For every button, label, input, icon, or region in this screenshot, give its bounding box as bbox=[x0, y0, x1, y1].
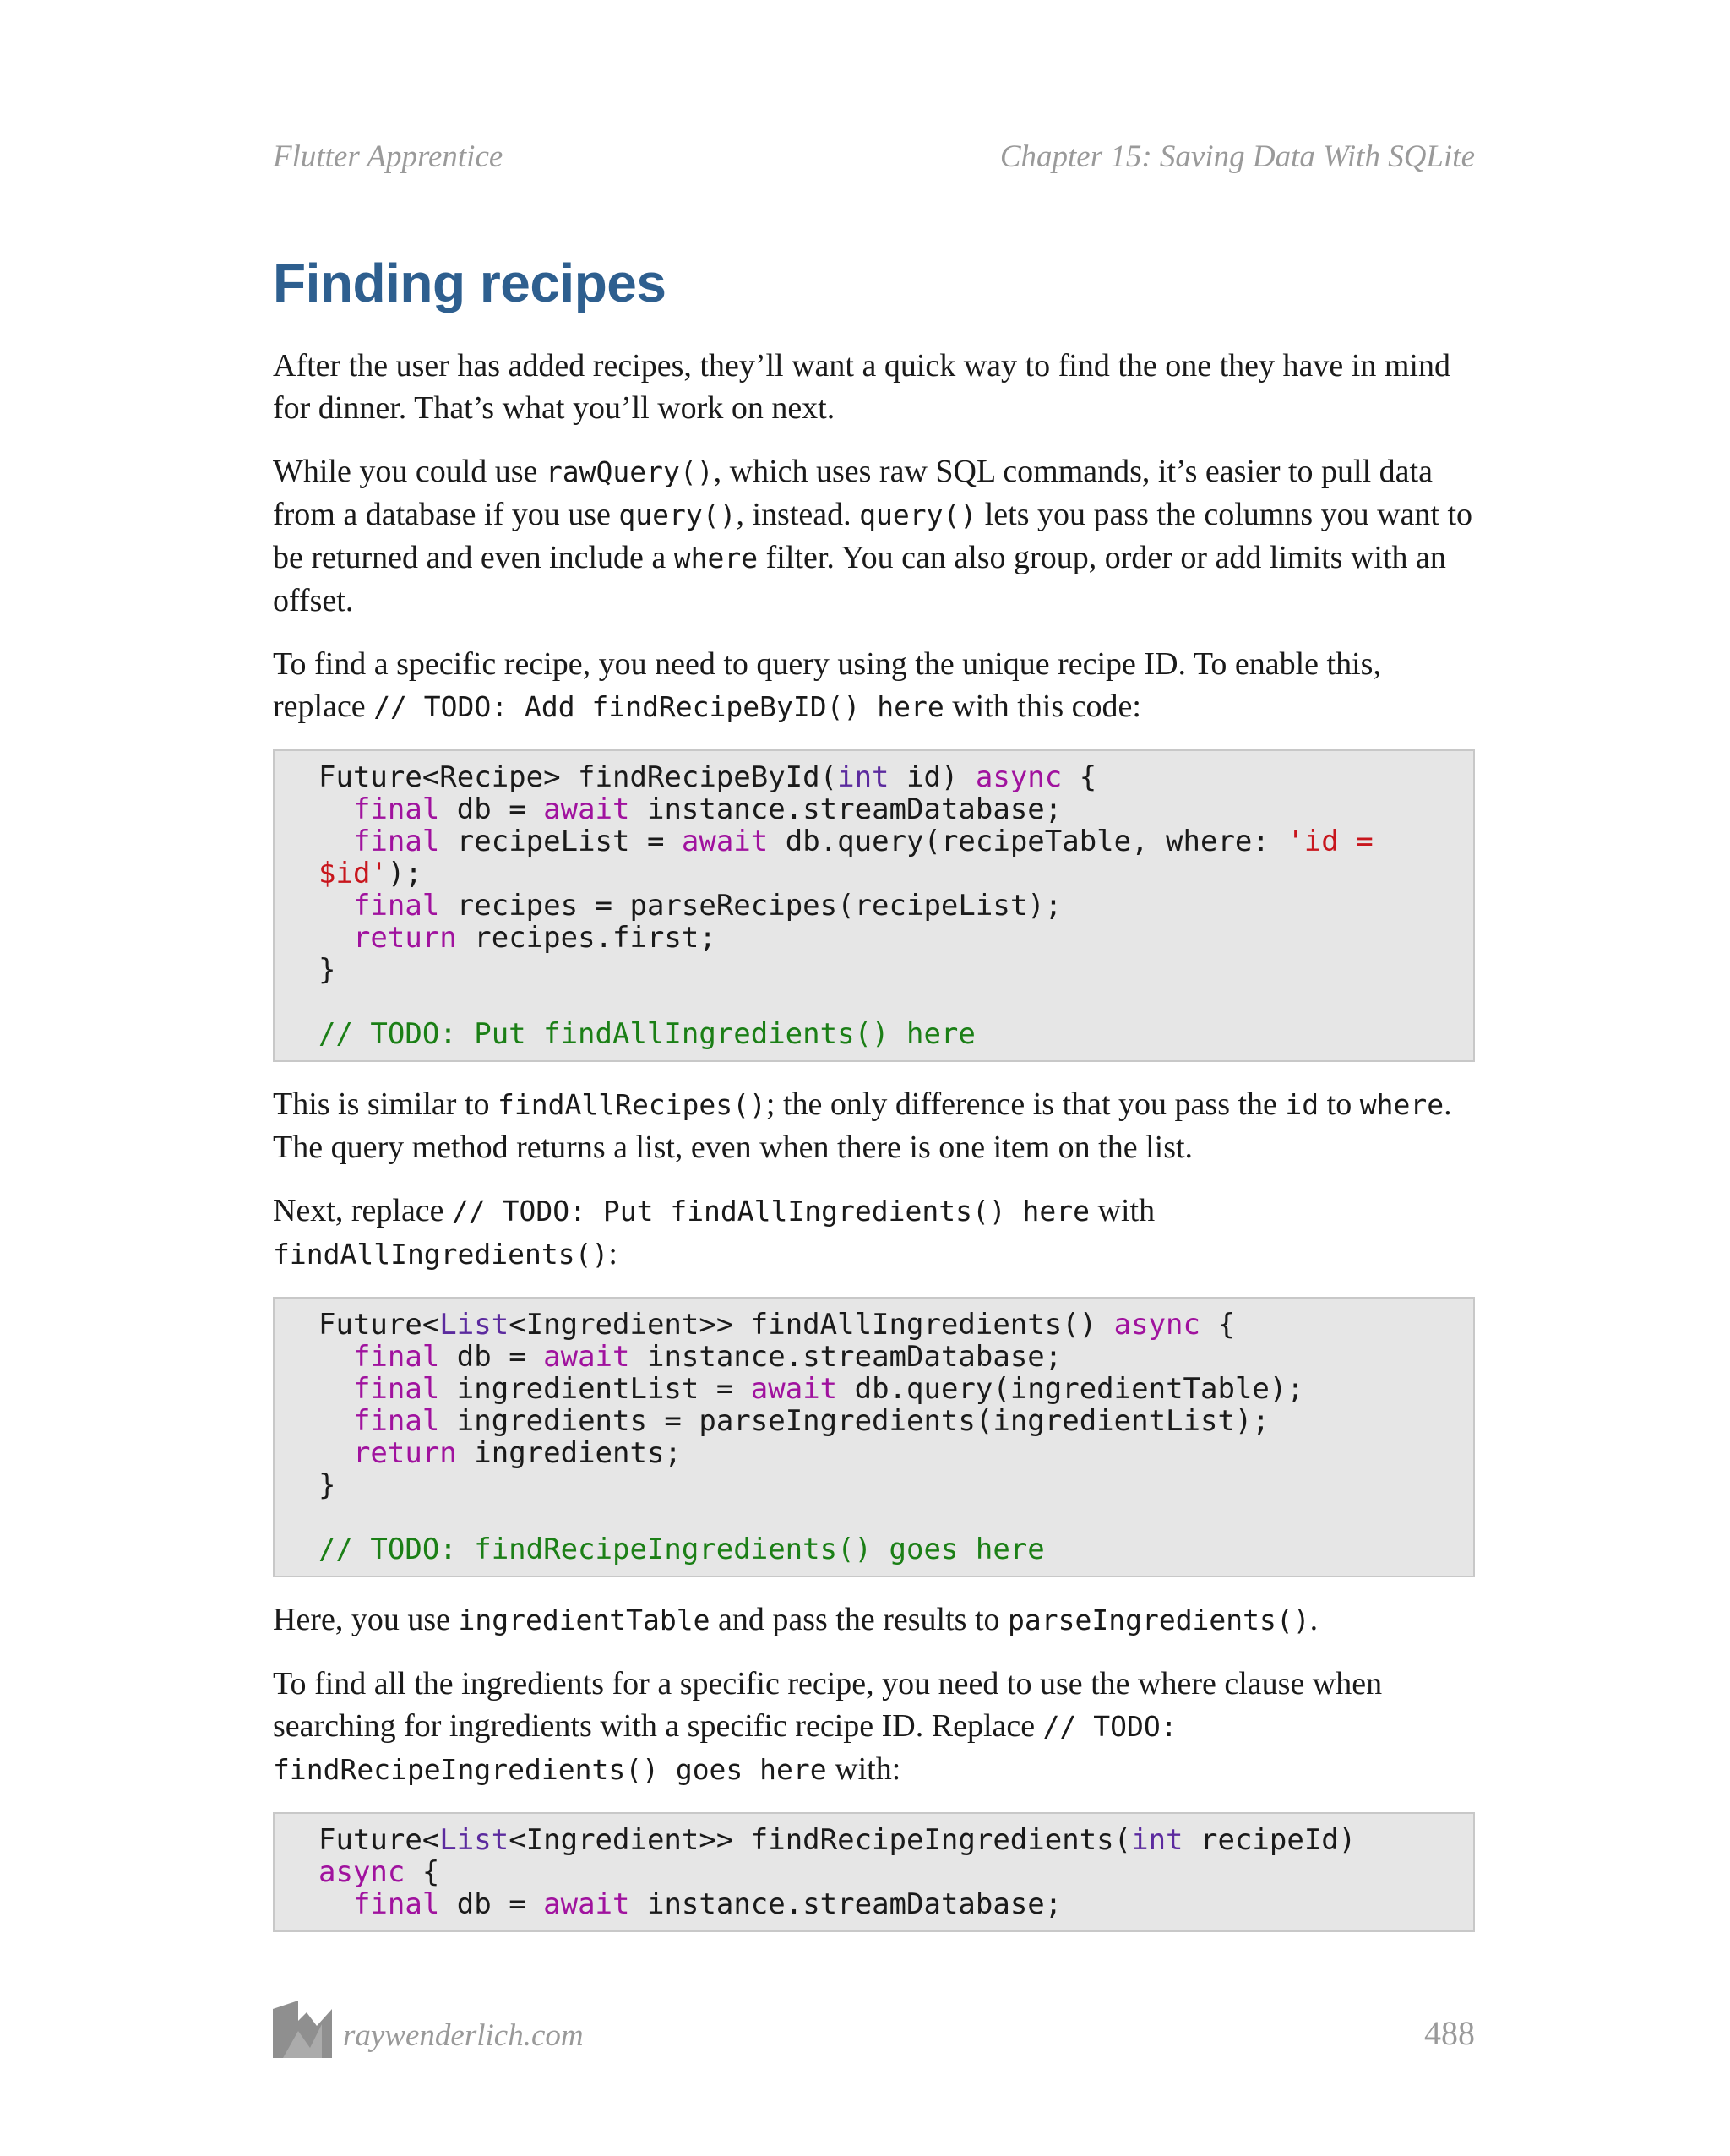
code-comment: // TODO: findRecipeIngredients() goes here bbox=[318, 1533, 1045, 1566]
text-run: Next, replace bbox=[273, 1193, 453, 1228]
paragraph-similar bbox=[273, 1083, 1475, 1168]
text-run: While you could use bbox=[273, 454, 546, 489]
text-run: . The query method returns a list, even when there is one item on the list. bbox=[273, 1086, 1452, 1165]
code-block-find-recipe-ingredients: Future<List<Ingredient>> findRecipeIngredients(int recipeId) async { final db = await instance.streamDatabase; bbox=[273, 1812, 1475, 1932]
inline-code: // TODO: findRecipeIngredients() goes here bbox=[273, 1710, 1178, 1786]
text-run: to bbox=[1319, 1086, 1360, 1122]
inline-code: parseIngredients() bbox=[1008, 1603, 1310, 1636]
paragraph-query bbox=[273, 450, 1475, 622]
code-block-find-recipe-by-id: Future<Recipe> findRecipeById(int id) async { final db = await instance.streamDatabase; final recipeList = await db.query(recipeTable, where: 'id = $id'); final recipes = parseRecipes(recipeList); return recipes.first; } // TODO: Put findAllIngredients() here bbox=[273, 749, 1475, 1062]
paragraph-intro: After the user has added recipes, they’ll want a quick way to find the one they have in mind for dinner. That’s what you’ll work on next. bbox=[273, 348, 1450, 426]
inline-code: id bbox=[1285, 1088, 1319, 1121]
page-header bbox=[273, 139, 1475, 189]
text-run: with this code: bbox=[944, 689, 1141, 724]
text-run: . bbox=[1309, 1602, 1319, 1637]
inline-code: where bbox=[1359, 1088, 1444, 1121]
page-number: 488 bbox=[1424, 2014, 1475, 2052]
text-run: lets you pass the columns you want to be returned and even include a bbox=[273, 497, 1473, 575]
text-run: filter. You can also group, order or add limits with an offset. bbox=[273, 540, 1446, 618]
inline-code: findAllRecipes() bbox=[498, 1088, 766, 1121]
paragraph-next-replace bbox=[273, 1190, 1475, 1276]
inline-code: // TODO: Add findRecipeByID() here bbox=[373, 690, 944, 723]
text-run: This is similar to bbox=[273, 1086, 498, 1122]
text-run: To find a specific recipe, you need to query using the unique recipe ID. To enable this, replace bbox=[273, 646, 1381, 724]
raywenderlich-logo-icon bbox=[273, 2001, 332, 2058]
inline-code: ingredientTable bbox=[458, 1603, 710, 1636]
text-run: To find all the ingredients for a specific recipe, you need to use the where clause when searching for ingredients with a specific recipe ID. Replace bbox=[273, 1666, 1383, 1744]
text-run: , which uses raw SQL commands, it’s easier to pull data from a database if you use bbox=[273, 454, 1433, 532]
page-content bbox=[273, 345, 1475, 1953]
inline-code: where bbox=[673, 542, 759, 574]
paragraph-here-you-use bbox=[273, 1598, 1475, 1642]
footer-site: raywenderlich.com bbox=[343, 2018, 584, 2053]
text-run: : bbox=[608, 1236, 617, 1271]
inline-code: query() bbox=[618, 498, 737, 531]
text-run: with bbox=[1090, 1193, 1156, 1228]
text-run: ; the only difference is that you pass the bbox=[765, 1086, 1286, 1122]
text-run: and pass the results to bbox=[710, 1602, 1009, 1637]
code-comment: // TODO: Put findAllIngredients() here bbox=[318, 1017, 976, 1051]
inline-code: // TODO: Put findAllIngredients() here bbox=[452, 1195, 1091, 1228]
inline-code: rawQuery() bbox=[545, 455, 714, 488]
paragraph-find-specific bbox=[273, 643, 1475, 728]
text-run: , instead. bbox=[736, 497, 860, 532]
inline-code: findAllIngredients() bbox=[273, 1238, 609, 1271]
inline-code: query() bbox=[859, 498, 977, 531]
text-run: Here, you use bbox=[273, 1602, 459, 1637]
paragraph-find-all-ingredients bbox=[273, 1663, 1475, 1791]
code-block-find-all-ingredients: Future<List<Ingredient>> findAllIngredients() async { final db = await instance.streamDatabase; final ingredientList = await db.query(ingredientTable); final ingredients = parseIngredients(ingredientList); return ingredients; } // TODO: findRecipeIngredients() goes here bbox=[273, 1297, 1475, 1577]
text-run: with: bbox=[826, 1751, 901, 1787]
section-title: Finding recipes bbox=[273, 253, 666, 313]
chapter-title: Chapter 15: Saving Data With SQLite bbox=[999, 139, 1475, 174]
book-title: Flutter Apprentice bbox=[273, 139, 503, 174]
